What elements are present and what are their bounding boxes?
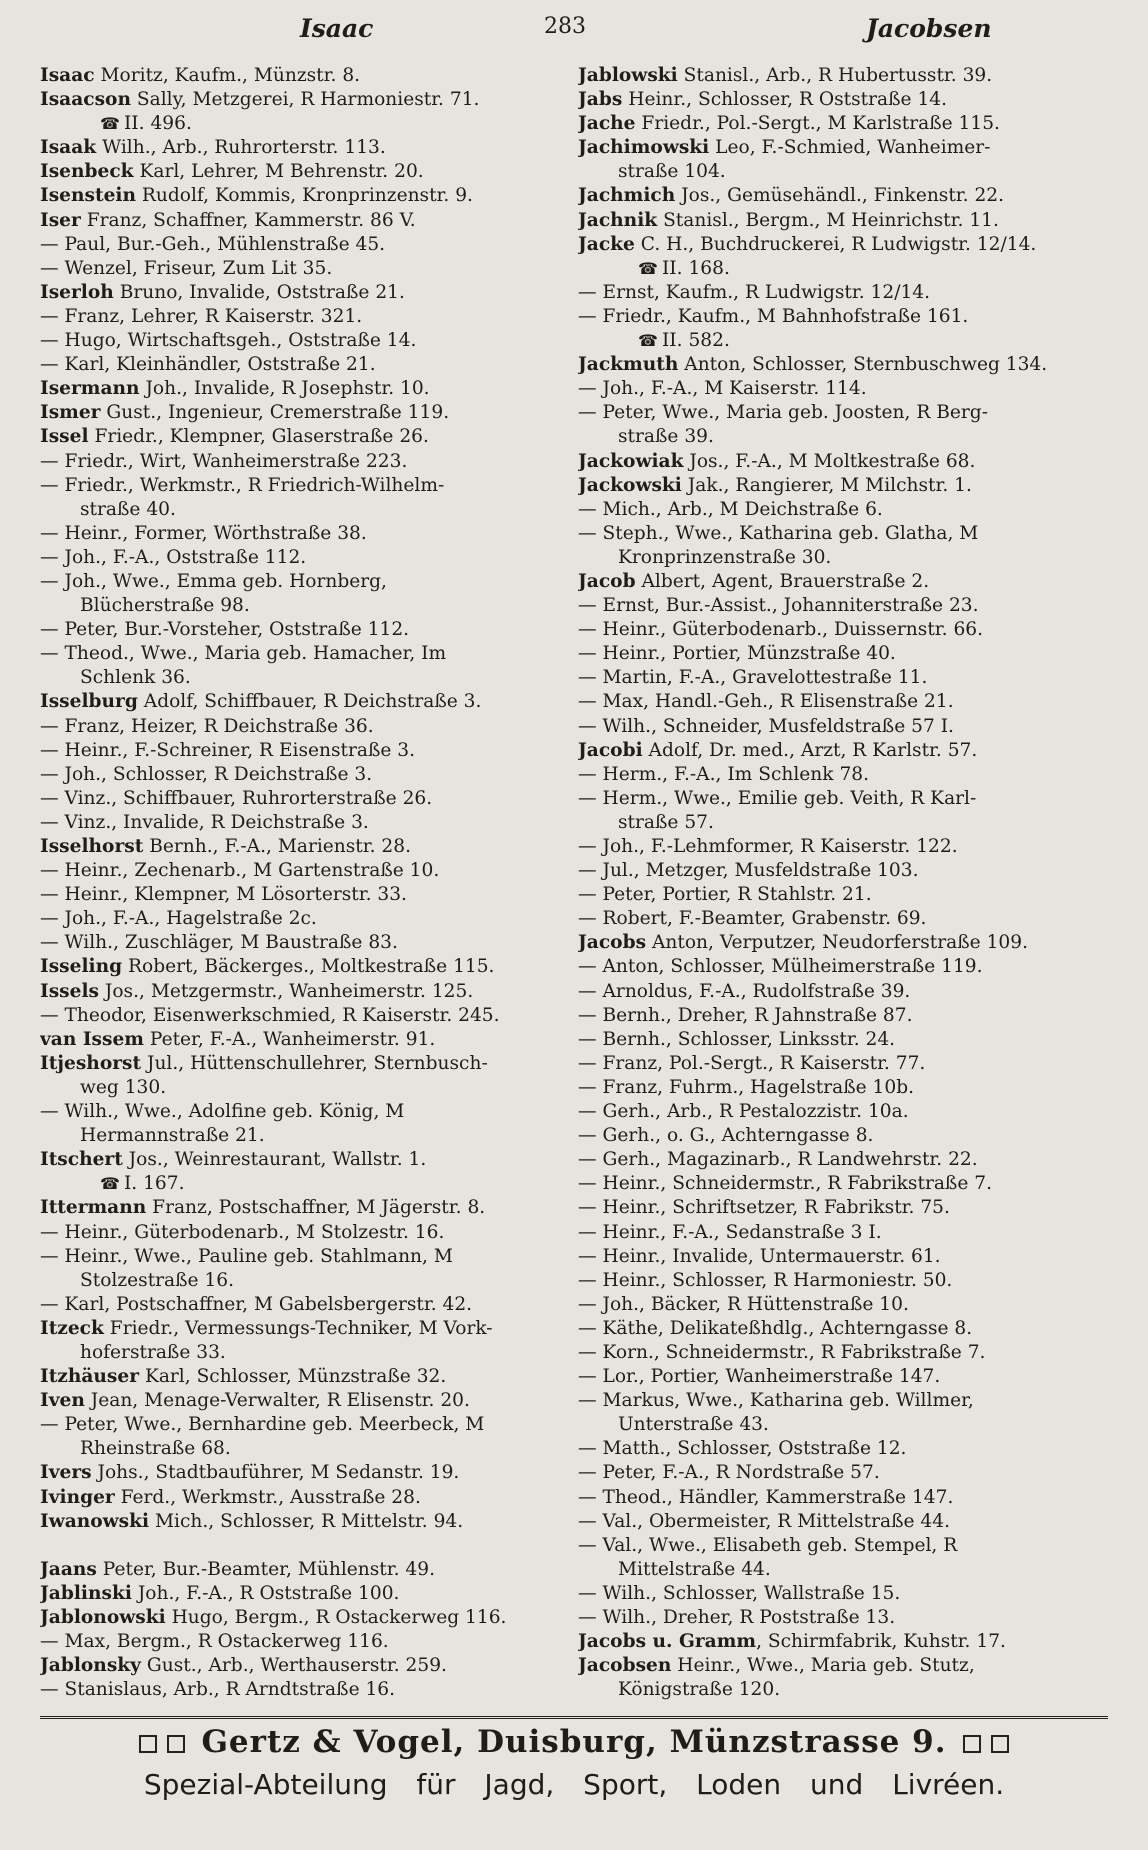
directory-entry: — Peter, F.-A., R Nordstraße 57. [578,1462,880,1484]
telephone-icon: ☎ [638,331,658,351]
directory-entry: — Peter, Wwe., Maria geb. Joosten, R Berg- [578,402,988,424]
directory-entry: — Wilh., Wwe., Adolfine geb. König, M [40,1101,405,1123]
entry-continuation: Hermannstraße 21. [80,1125,265,1147]
surname: Ivers [40,1462,92,1484]
surname: Jache [578,113,636,135]
surname: Isenbeck [40,161,134,183]
directory-entry: — Heinr., Invalide, Untermauerstr. 61. [578,1245,941,1267]
phone-entry [578,329,1092,353]
directory-entry: — Bernh., Dreher, R Jahnstraße 87. [578,1004,913,1026]
directory-entry: Isaac Moritz, Kaufm., Münzstr. 8. [40,65,361,86]
directory-entry: Jablonowski Hugo, Bergm., R Ostackerweg 116. [40,1606,507,1628]
directory-entry: Itzeck Friedr., Vermessungs-Techniker, M Vork- [40,1317,493,1339]
directory-entry: — Markus, Wwe., Katharina geb. Willmer, [578,1390,974,1412]
advertisement-title [40,1724,1108,1766]
entry-continuation: Stolzestraße 16. [80,1269,235,1291]
directory-entry: — Hugo, Wirtschaftsgeh., Oststraße 14. [40,330,417,352]
directory-entry: Jackmuth Anton, Schlosser, Sternbuschweg 134. [578,354,1048,376]
directory-entry: — Theodor, Eisenwerkschmied, R Kaiserstr. 245. [40,1004,500,1026]
surname: Ittermann [40,1197,147,1219]
entry-continuation: straße 39. [618,426,714,448]
surname: Ismer [40,402,101,424]
phone-number: I. 167. [123,1173,185,1195]
directory-entry: Isaak Wilh., Arb., Ruhrorterstr. 113. [40,137,386,159]
directory-entry: Jacke C. H., Buchdruckerei, R Ludwigstr. 12/14. [578,233,1037,255]
entry-continuation: straße 57. [618,811,714,833]
phone-entry [578,257,1092,281]
directory-entry: — Heinr., Schneidermstr., R Fabrikstraße 7. [578,1173,992,1195]
surname: Itzeck [40,1317,104,1339]
phone-entry [40,1172,554,1196]
directory-entry: — Heinr., Former, Wörthstraße 38. [40,522,367,544]
directory-entry: Isselburg Adolf, Schiffbauer, R Deichstraße 3. [40,691,482,713]
directory-entry: — Val., Wwe., Elisabeth geb. Stempel, R [578,1534,958,1556]
directory-entry: Ivinger Ferd., Werkmstr., Ausstraße 28. [40,1486,421,1508]
directory-entry: Jaans Peter, Bur.-Beamter, Mühlenstr. 49. [40,1558,435,1580]
surname: Jacob [578,570,636,592]
directory-entry: Isaacson Sally, Metzgerei, R Harmoniestr. 71. [40,89,480,111]
directory-entry: — Gerh., Arb., R Pestalozzistr. 10a. [578,1101,909,1123]
directory-entry: — Martin, F.-A., Gravelottestraße 11. [578,667,928,689]
surname: Jachmich [578,185,676,207]
surname: Jacobs [578,932,647,954]
surname: Iven [40,1390,85,1412]
directory-entry: Iven Jean, Menage-Verwalter, R Elisenstr. 20. [40,1390,470,1412]
surname: Jacke [578,233,635,255]
directory-entry: — Stanislaus, Arb., R Arndtstraße 16. [40,1679,396,1701]
telephone-icon: ☎ [638,258,658,278]
telephone-icon: ☎ [100,114,120,134]
directory-entry: — Käthe, Delikateßhdlg., Achterngasse 8. [578,1317,973,1339]
directory-entry: — Matth., Schlosser, Oststraße 12. [578,1438,907,1460]
entry-continuation: hoferstraße 33. [80,1341,226,1363]
directory-entry: — Joh., Schlosser, R Deichstraße 3. [40,763,373,785]
directory-entry: Issels Jos., Metzgermstr., Wanheimerstr. 125. [40,980,474,1002]
surname: Isselhorst [40,836,144,857]
surname: Jablonsky [40,1655,141,1677]
directory-entry: Iser Franz, Schaffner, Kammerstr. 86 V. [40,209,416,231]
directory-entry: — Franz, Pol.-Sergt., R Kaiserstr. 77. [578,1052,926,1074]
directory-entry: — Wilh., Schlosser, Wallstraße 15. [578,1582,901,1604]
square-ornament-icon [963,1735,981,1753]
phone-number: II. 168. [661,257,730,279]
directory-entry: Jabs Heinr., Schlosser, R Oststraße 14. [578,89,948,111]
directory-entry: — Vinz., Invalide, R Deichstraße 3. [40,811,369,833]
spacer [40,1534,554,1558]
entry-continuation: Kronprinzenstraße 30. [618,546,832,568]
directory-entry: — Gerh., Magazinarb., R Landwehrstr. 22. [578,1149,978,1171]
directory-entry: Isermann Joh., Invalide, R Josephstr. 10. [40,378,430,400]
directory-entry: — Joh., F.-A., Hagelstraße 2c. [40,908,317,930]
surname: Itzhäuser [40,1366,140,1388]
directory-entry: Jackowiak Jos., F.-A., M Moltkestraße 68. [578,450,976,472]
directory-entry: — Val., Obermeister, R Mittelstraße 44. [578,1510,950,1532]
surname: Itjeshorst [40,1052,142,1074]
surname: Jachnik [578,209,658,231]
surname: Issel [40,426,89,448]
surname: Isaac [40,65,95,86]
directory-entry: — Theod., Wwe., Maria geb. Hamacher, Im [40,643,447,665]
entry-continuation: straße 40. [80,498,176,520]
entry-continuation: Rheinstraße 68. [80,1438,231,1460]
directory-entry: — Jul., Metzger, Musfeldstraße 103. [578,860,919,882]
directory-entry: — Franz, Heizer, R Deichstraße 36. [40,715,374,737]
directory-entry: — Friedr., Wirt, Wanheimerstraße 223. [40,450,408,472]
directory-entry: Issel Friedr., Klempner, Glaserstraße 26. [40,426,429,448]
surname: Isermann [40,378,140,400]
directory-entry: Jacobi Adolf, Dr. med., Arzt, R Karlstr. 57. [578,739,978,761]
entry-continuation: Mittelstraße 44. [618,1558,771,1580]
running-head-left: Isaac [300,14,374,43]
directory-entry: — Bernh., Schlosser, Linksstr. 24. [578,1028,896,1050]
advertisement-subtitle: Spezial-Abteilung für Jagd, Sport, Loden und Livréen. [143,1768,1005,1801]
directory-entry: — Korn., Schneidermstr., R Fabrikstraße 7. [578,1341,986,1363]
directory-entry: — Friedr., Kaufm., M Bahnhofstraße 161. [578,305,969,327]
directory-entry: — Joh., F.-A., Oststraße 112. [40,546,307,568]
directory-entry: — Ernst, Bur.-Assist., Johanniterstraße 23. [578,595,979,617]
directory-entry: — Peter, Portier, R Stahlstr. 21. [578,884,872,906]
directory-entry: Iserloh Bruno, Invalide, Oststraße 21. [40,281,405,303]
entry-continuation: weg 130. [80,1076,167,1098]
directory-entry: van Issem Peter, F.-A., Wanheimerstr. 91. [40,1028,436,1050]
directory-entry: — Paul, Bur.-Geh., Mühlenstraße 45. [40,233,386,255]
directory-entry: — Peter, Wwe., Bernhardine geb. Meerbeck, M [40,1414,485,1436]
directory-entry: — Joh., F.-Lehmformer, R Kaiserstr. 122. [578,836,958,857]
directory-entry: — Heinr., Schriftsetzer, R Fabrikstr. 75. [578,1197,950,1219]
entry-continuation: Königstraße 120. [618,1679,781,1701]
directory-entry: Itjeshorst Jul., Hüttenschullehrer, Sternbusch- [40,1052,488,1074]
surname: Iwanowski [40,1510,150,1532]
entry-continuation: Schlenk 36. [80,667,191,689]
directory-entry: Jachnik Stanisl., Bergm., M Heinrichstr. 11. [578,209,999,231]
surname: Jablonowski [40,1606,166,1628]
surname: Iserloh [40,281,114,303]
directory-entry: — Friedr., Werkmstr., R Friedrich-Wilhelm- [40,474,445,496]
directory-entry: — Wilh., Dreher, R Poststraße 13. [578,1607,896,1628]
right-column [578,64,1092,1702]
directory-entry: Ismer Gust., Ingenieur, Cremerstraße 119. [40,402,450,424]
directory-entry: — Heinr., F.-A., Sedanstraße 3 I. [578,1221,882,1243]
directory-entry: Jacobsen Heinr., Wwe., Maria geb. Stutz, [578,1655,975,1677]
page-header [40,14,1108,50]
phone-entry [40,112,554,136]
directory-entry: — Robert, F.-Beamter, Grabenstr. 69. [578,908,927,930]
directory-entry: — Wilh., Schneider, Musfeldstraße 57 I. [578,715,954,737]
directory-entry: — Max, Handl.-Geh., R Elisenstraße 21. [578,691,954,713]
left-column [40,64,554,1702]
directory-entry: — Theod., Händler, Kammerstraße 147. [578,1486,954,1508]
surname: Isseling [40,956,123,978]
directory-entry: — Heinr., Zechenarb., M Gartenstraße 10. [40,860,440,882]
directory-entry: — Heinr., Schlosser, R Harmoniestr. 50. [578,1269,953,1291]
directory-columns [40,64,1108,1712]
directory-entry: Isenstein Rudolf, Kommis, Kronprinzenstr. 9. [40,185,473,207]
directory-entry: Jache Friedr., Pol.-Sergt., M Karlstraße 115. [578,113,1000,135]
directory-entry: Iwanowski Mich., Schlosser, R Mittelstr. 94. [40,1510,464,1532]
directory-entry: Jachimowski Leo, F.-Schmied, Wanheimer- [578,137,991,159]
directory-entry: Isseling Robert, Bäckerges., Moltkestraße 115. [40,956,495,978]
directory-entry: — Herm., Wwe., Emilie geb. Veith, R Karl- [578,787,977,809]
directory-entry: Jachmich Jos., Gemüsehändl., Finkenstr. 22. [578,185,1005,207]
surname: Jackowiak [578,450,684,472]
directory-entry: — Joh., Bäcker, R Hüttenstraße 10. [578,1293,909,1315]
surname: Isenstein [40,185,136,207]
directory-entry: — Arnoldus, F.-A., Rudolfstraße 39. [578,980,911,1002]
entry-continuation: Unterstraße 43. [618,1414,769,1436]
directory-entry: — Lor., Portier, Wanheimerstraße 147. [578,1366,941,1388]
page-number: 283 [544,14,586,39]
directory-entry: — Max, Bergm., R Ostackerweg 116. [40,1631,389,1652]
directory-entry: Jablinski Joh., F.-A., R Oststraße 100. [40,1582,400,1604]
square-ornament-icon [167,1735,185,1753]
entry-continuation: Blücherstraße 98. [80,595,250,617]
directory-entry: Jackowski Jak., Rangierer, M Milchstr. 1. [578,474,972,496]
directory-entry: Itzhäuser Karl, Schlosser, Münzstraße 32. [40,1366,447,1388]
directory-entry: — Franz, Fuhrm., Hagelstraße 10b. [578,1076,915,1098]
surname: Jackmuth [578,354,679,376]
directory-entry: Jacobs Anton, Verputzer, Neudorferstraße 109. [578,932,1028,954]
directory-entry: Jablonsky Gust., Arb., Werthauserstr. 259. [40,1655,447,1677]
directory-entry: Isenbeck Karl, Lehrer, M Behrenstr. 20. [40,161,424,183]
directory-entry: Ivers Johs., Stadtbauführer, M Sedanstr. 19. [40,1462,460,1484]
surname: Jacobsen [578,1655,672,1677]
directory-entry: — Franz, Lehrer, R Kaiserstr. 321. [40,305,363,327]
directory-entry: — Heinr., Portier, Münzstraße 40. [578,643,896,665]
surname: Jacobs u. Gramm [578,1631,757,1653]
surname: Jaans [40,1558,97,1580]
surname: Issels [40,980,99,1002]
phone-number: II. 496. [123,113,192,135]
directory-entry: Ittermann Franz, Postschaffner, M Jägerstr. 8. [40,1197,486,1219]
directory-entry: — Wenzel, Friseur, Zum Lit 35. [40,257,333,279]
directory-entry: — Karl, Kleinhändler, Oststraße 21. [40,354,376,376]
directory-entry: — Herm., F.-A., Im Schlenk 78. [578,763,870,785]
square-ornament-icon [139,1735,157,1753]
directory-entry: — Ernst, Kaufm., R Ludwigstr. 12/14. [578,281,931,303]
surname: Jablowski [578,65,678,86]
surname: Itschert [40,1149,123,1171]
ad-line-1: Gertz & Vogel, Duisburg, Münzstrasse 9. [201,1724,947,1760]
telephone-icon: ☎ [100,1174,120,1194]
phone-number: II. 582. [661,330,730,352]
directory-entry: — Peter, Bur.-Vorsteher, Oststraße 112. [40,619,410,641]
directory-entry: Jacob Albert, Agent, Brauerstraße 2. [578,570,930,592]
directory-entry: Isselhorst Bernh., F.-A., Marienstr. 28. [40,836,412,857]
directory-entry: Jacobs u. Gramm, Schirmfabrik, Kuhstr. 17. [578,1631,1006,1653]
directory-entry: — Gerh., o. G., Achterngasse 8. [578,1125,874,1147]
running-head-right: Jacobsen [866,14,992,43]
directory-entry: Jablowski Stanisl., Arb., R Hubertusstr. 39. [578,65,993,86]
directory-entry: — Anton, Schlosser, Mülheimerstraße 119. [578,956,983,978]
directory-entry: — Joh., Wwe., Emma geb. Hornberg, [40,570,387,592]
directory-entry: — Vinz., Schiffbauer, Ruhrorterstraße 26. [40,787,433,809]
directory-entry: — Heinr., Güterbodenarb., M Stolzestr. 16. [40,1221,445,1243]
surname: van Issem [40,1028,144,1050]
surname: Jacobi [578,739,643,761]
surname: Jachimowski [578,137,710,159]
directory-entry: — Wilh., Zuschläger, M Baustraße 83. [40,932,398,954]
directory-entry: — Steph., Wwe., Katharina geb. Glatha, M [578,522,979,544]
directory-entry: — Mich., Arb., M Deichstraße 6. [578,498,883,520]
divider-rule [40,1716,1108,1719]
square-ornament-icon [991,1735,1009,1753]
surname: Jabs [578,89,623,111]
surname: Isaak [40,137,97,159]
surname: Jablinski [40,1582,132,1604]
directory-entry: Itschert Jos., Weinrestaurant, Wallstr. 1. [40,1149,427,1171]
surname: Iser [40,209,81,231]
directory-entry: — Heinr., F.-Schreiner, R Eisenstraße 3. [40,739,416,761]
surname: Isselburg [40,691,138,713]
directory-entry: — Joh., F.-A., M Kaiserstr. 114. [578,378,867,400]
directory-entry: — Heinr., Wwe., Pauline geb. Stahlmann, M [40,1245,453,1267]
directory-entry: — Karl, Postschaffner, M Gabelsbergerstr. 42. [40,1293,473,1315]
directory-entry: — Heinr., Güterbodenarb., Duissernstr. 66. [578,619,984,641]
surname: Isaacson [40,89,131,111]
entry-continuation: straße 104. [618,161,726,183]
directory-entry: — Heinr., Klempner, M Lösorterstr. 33. [40,884,407,906]
surname: Jackowski [578,474,682,496]
surname: Ivinger [40,1486,115,1508]
